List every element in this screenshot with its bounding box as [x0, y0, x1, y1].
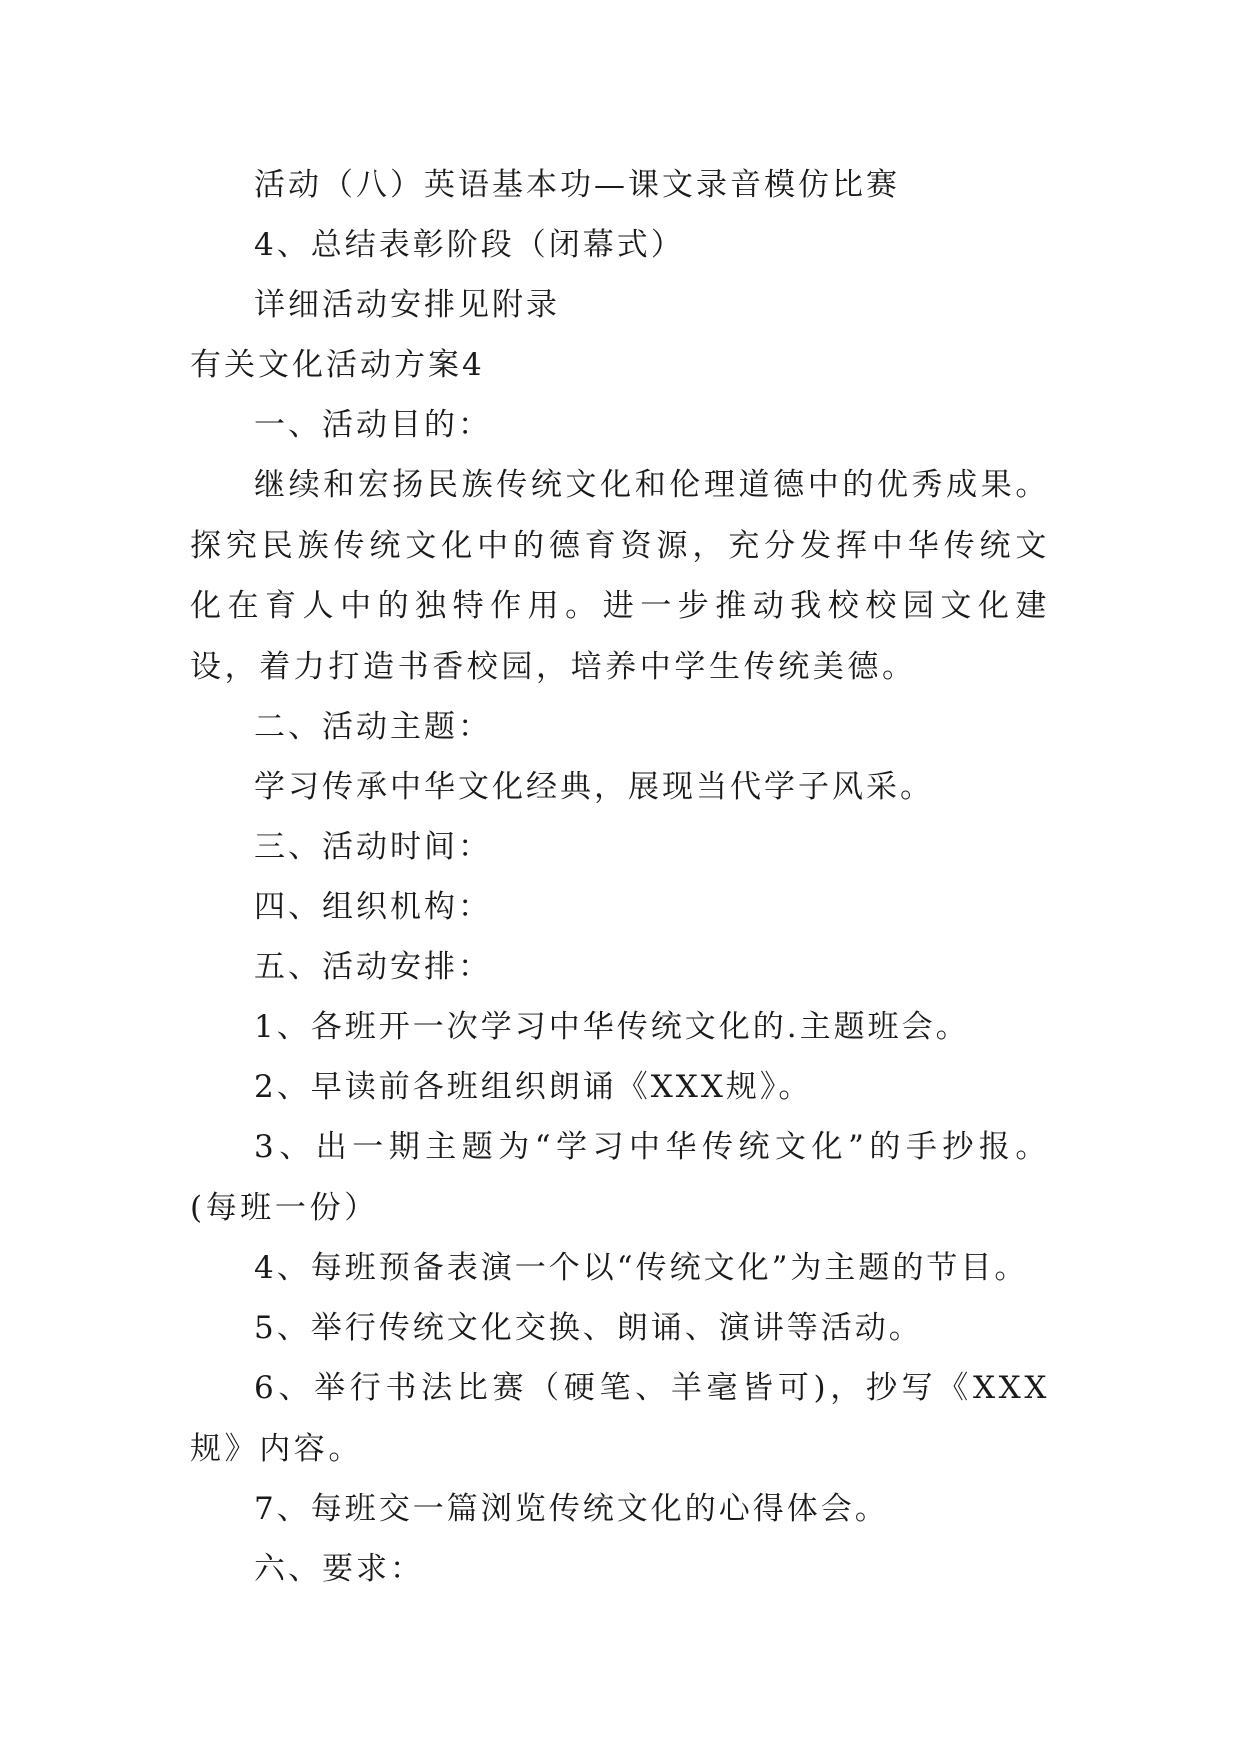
heading-theme: 二、活动主题：	[254, 709, 492, 745]
theme-text: 学习传承中华文化经典，展现当代学子风采。	[254, 769, 934, 805]
arrangement-item-7: 7、每班交一篇浏览传统文化的心得体会。	[254, 1491, 889, 1527]
arrangement-item-4: 4、每班预备表演一个以“传统文化”为主题的节目。	[254, 1250, 1029, 1286]
heading-time: 三、活动时间：	[254, 829, 492, 865]
arrangement-item-5: 5、举行传统文化交换、朗诵、演讲等活动。	[254, 1310, 923, 1346]
arrangement-item-3: 3、出一期主题为“学习中华传统文化”的手抄报。(每班一份）	[190, 1129, 1050, 1226]
closing-stage-line: 4、总结表彰阶段（闭幕式）	[254, 227, 685, 263]
document-body	[190, 155, 1050, 1599]
arrangement-item-2: 2、早读前各班组织朗诵《XXX规》。	[254, 1069, 813, 1105]
heading-requirements: 六、要求：	[254, 1551, 424, 1587]
heading-organization: 四、组织机构：	[254, 889, 492, 925]
purpose-paragraph: 继续和宏扬民族传统文化和伦理道德中的优秀成果。探究民族传统文化中的德育资源，充分发挥中华传统文化在育人中的独特作用。进一步推动我校校园文化建设，着力打造书香校园，培养中学生传统美德。	[190, 467, 1050, 685]
appendix-note-line: 详细活动安排见附录	[254, 287, 560, 323]
arrangement-item-1: 1、各班开一次学习中华传统文化的.主题班会。	[254, 1009, 970, 1045]
activity-8-line: 活动（八）英语基本功—课文录音模仿比赛	[254, 167, 900, 203]
arrangement-item-6: 6、举行书法比赛（硬笔、羊毫皆可)，抄写《XXX规》内容。	[190, 1370, 1050, 1467]
heading-purpose: 一、活动目的：	[254, 407, 492, 443]
section-title: 有关文化活动方案4	[190, 347, 485, 383]
heading-arrangement: 五、活动安排：	[254, 949, 492, 985]
